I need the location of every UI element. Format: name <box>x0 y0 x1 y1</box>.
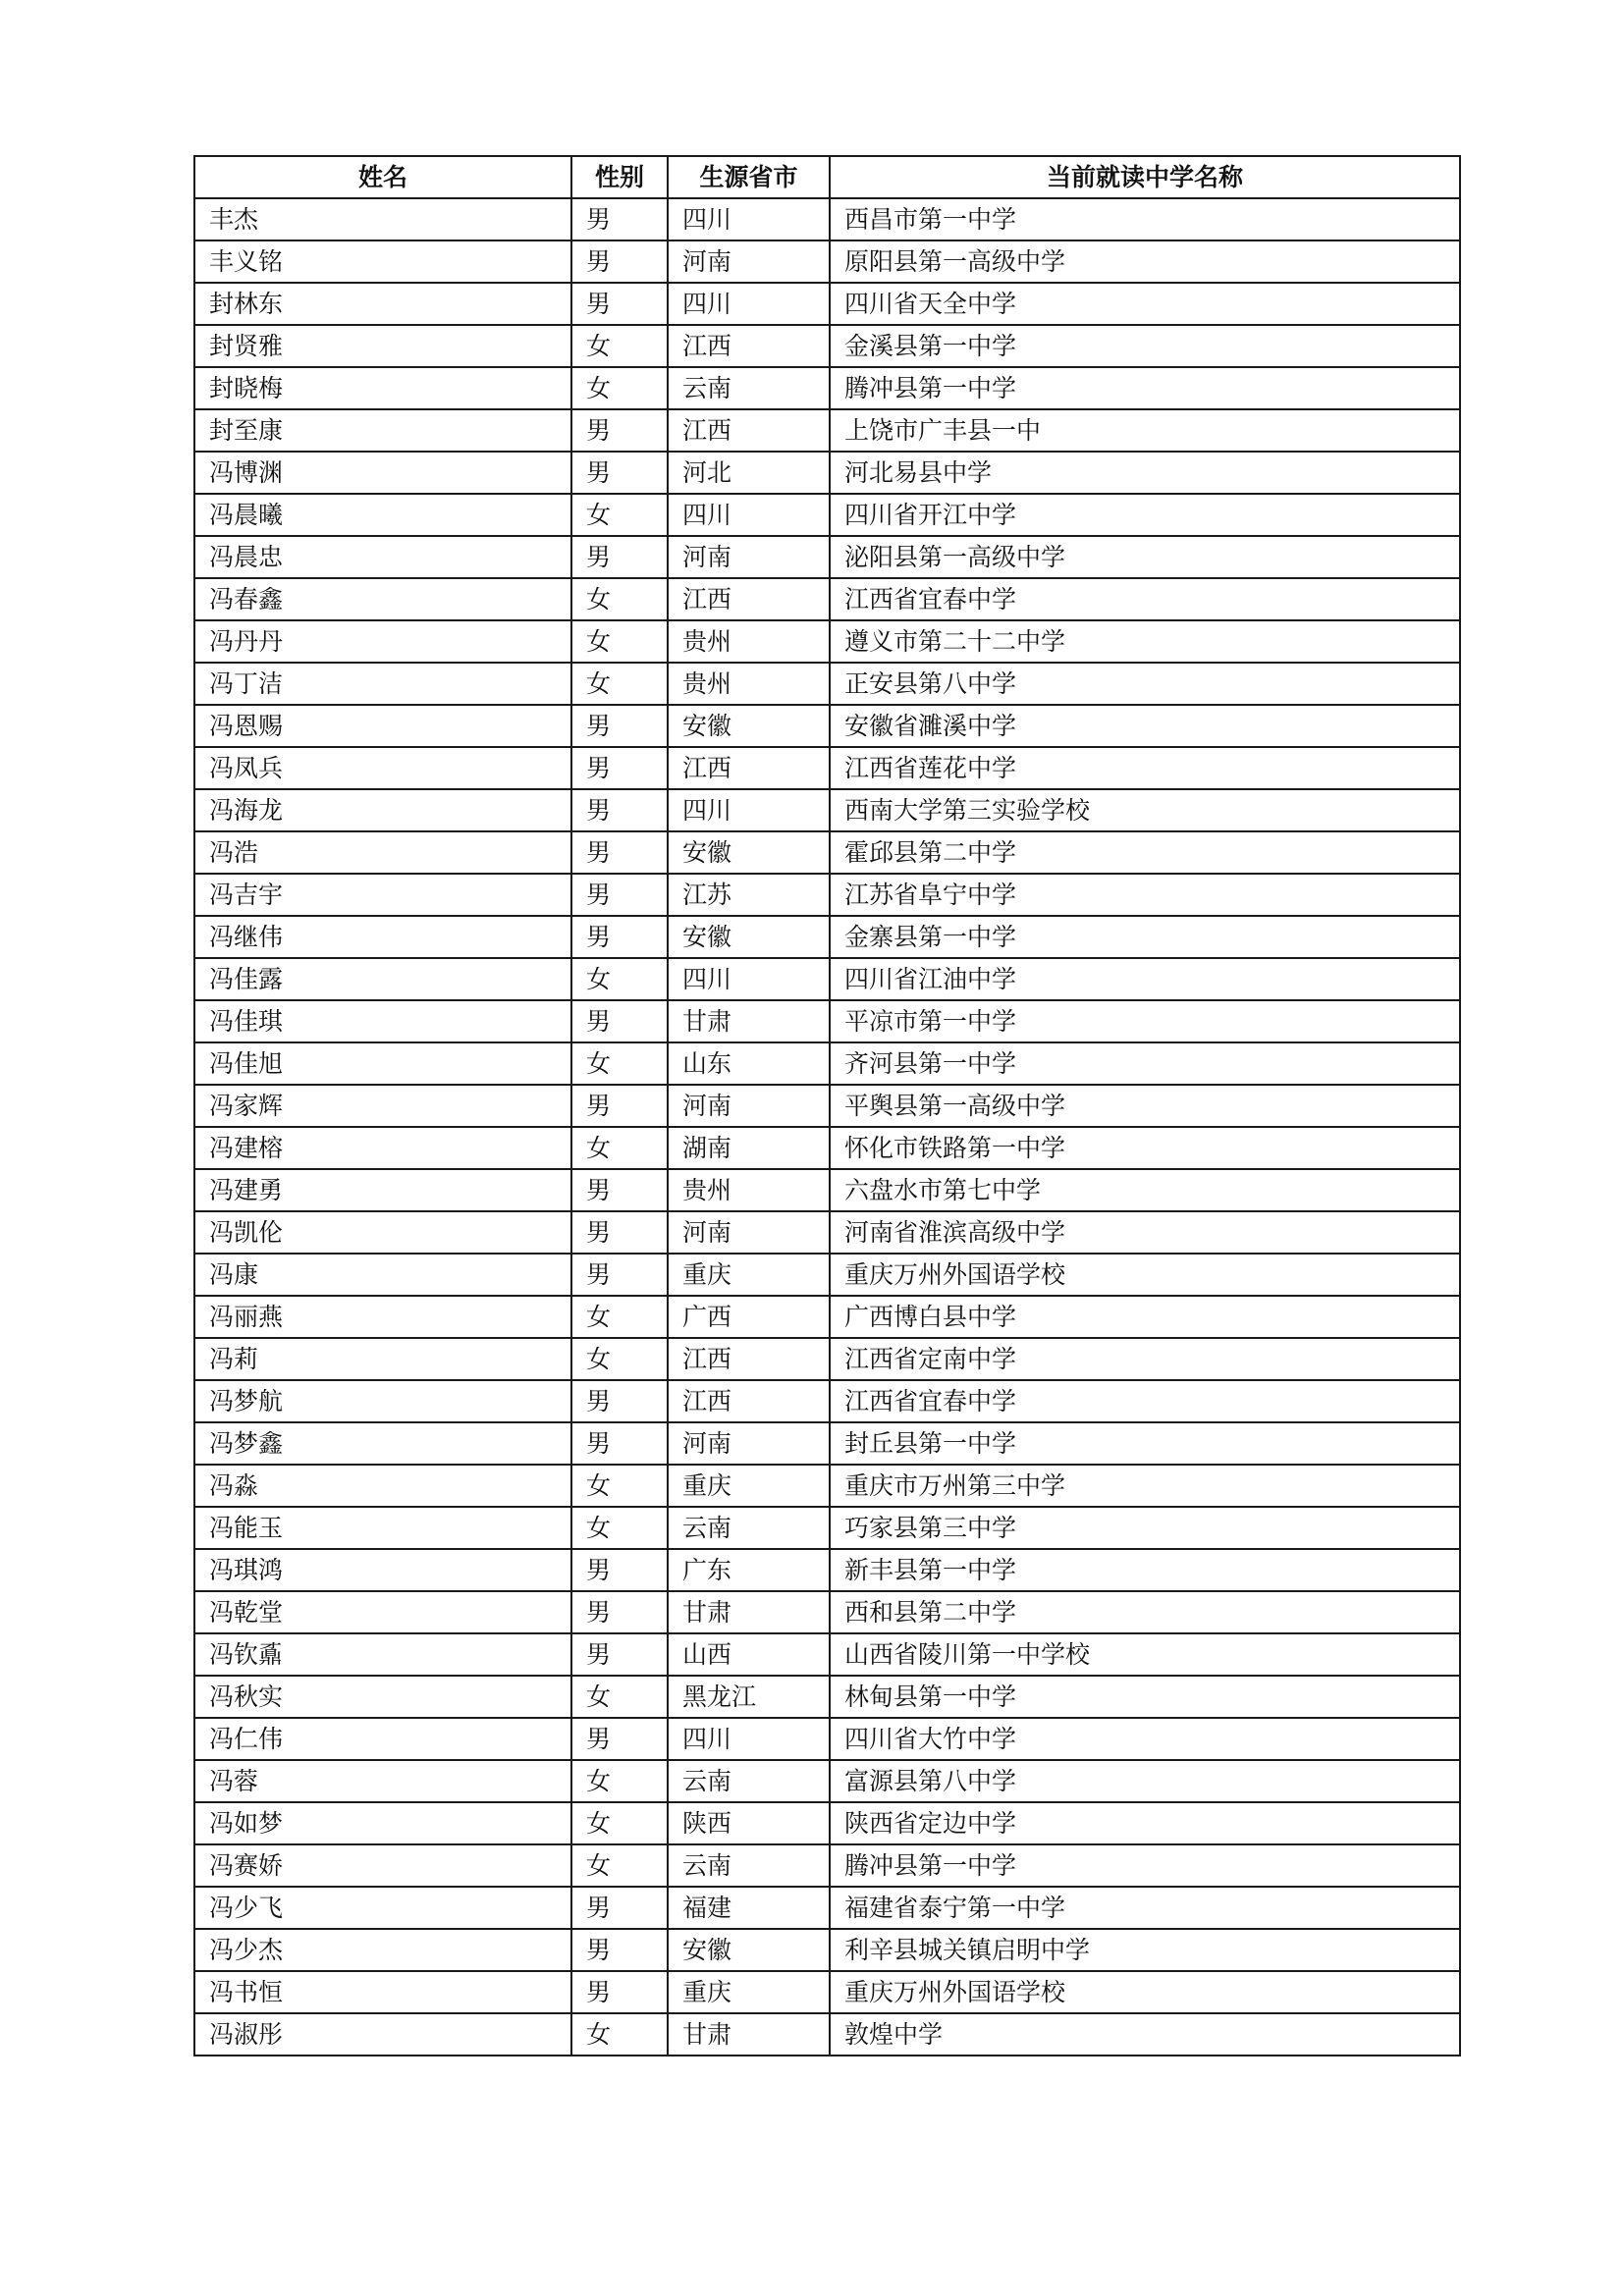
cell-name: 冯仁伟 <box>194 1718 571 1760</box>
cell-province: 河南 <box>668 1422 830 1465</box>
table-row <box>194 1802 1460 1844</box>
cell-gender: 女 <box>571 620 668 663</box>
header-row <box>194 156 1460 198</box>
table-row <box>194 1549 1460 1591</box>
cell-province: 重庆 <box>668 1465 830 1507</box>
cell-school: 陕西省定边中学 <box>830 1802 1460 1844</box>
cell-name: 冯蓉 <box>194 1760 571 1802</box>
cell-gender: 女 <box>571 958 668 1000</box>
cell-province: 福建 <box>668 1887 830 1929</box>
cell-school: 重庆市万州第三中学 <box>830 1465 1460 1507</box>
cell-province: 江西 <box>668 578 830 620</box>
cell-province: 山东 <box>668 1042 830 1085</box>
cell-name: 封贤雅 <box>194 325 571 367</box>
cell-gender: 男 <box>571 283 668 325</box>
cell-gender: 女 <box>571 1127 668 1169</box>
cell-province: 安徽 <box>668 831 830 874</box>
cell-school: 江西省莲花中学 <box>830 747 1460 789</box>
cell-school: 重庆万州外国语学校 <box>830 1254 1460 1296</box>
cell-name: 冯继伟 <box>194 916 571 958</box>
cell-name: 冯如梦 <box>194 1802 571 1844</box>
cell-gender: 男 <box>571 916 668 958</box>
cell-school: 齐河县第一中学 <box>830 1042 1460 1085</box>
table-row <box>194 494 1460 536</box>
cell-province: 江苏 <box>668 874 830 916</box>
cell-name: 冯少飞 <box>194 1887 571 1929</box>
cell-school: 西昌市第一中学 <box>830 198 1460 240</box>
cell-school: 四川省天全中学 <box>830 283 1460 325</box>
cell-province: 安徽 <box>668 916 830 958</box>
cell-gender: 男 <box>571 1633 668 1676</box>
cell-name: 封至康 <box>194 409 571 452</box>
table-row <box>194 1000 1460 1042</box>
cell-name: 冯春鑫 <box>194 578 571 620</box>
cell-province: 江西 <box>668 747 830 789</box>
cell-school: 四川省江油中学 <box>830 958 1460 1000</box>
cell-gender: 男 <box>571 1254 668 1296</box>
table-row <box>194 367 1460 409</box>
cell-name: 冯浩 <box>194 831 571 874</box>
cell-school: 河南省淮滨高级中学 <box>830 1211 1460 1254</box>
cell-name: 冯家辉 <box>194 1085 571 1127</box>
cell-name: 冯佳露 <box>194 958 571 1000</box>
cell-province: 云南 <box>668 1507 830 1549</box>
cell-school: 西南大学第三实验学校 <box>830 789 1460 831</box>
cell-school: 平凉市第一中学 <box>830 1000 1460 1042</box>
header-province: 生源省市 <box>668 156 830 198</box>
cell-school: 安徽省濉溪中学 <box>830 705 1460 747</box>
cell-province: 河南 <box>668 1211 830 1254</box>
cell-name: 冯吉宇 <box>194 874 571 916</box>
cell-province: 河北 <box>668 452 830 494</box>
cell-province: 山西 <box>668 1633 830 1676</box>
cell-province: 四川 <box>668 494 830 536</box>
table-row <box>194 1085 1460 1127</box>
header-gender: 性别 <box>571 156 668 198</box>
table-row <box>194 1127 1460 1169</box>
cell-gender: 男 <box>571 1000 668 1042</box>
cell-name: 冯秋实 <box>194 1676 571 1718</box>
table-row <box>194 1718 1460 1760</box>
cell-province: 江西 <box>668 1380 830 1422</box>
table-row <box>194 705 1460 747</box>
cell-gender: 女 <box>571 1296 668 1338</box>
cell-province: 四川 <box>668 1718 830 1760</box>
cell-school: 西和县第二中学 <box>830 1591 1460 1633</box>
cell-province: 河南 <box>668 536 830 578</box>
cell-province: 贵州 <box>668 663 830 705</box>
table-row <box>194 916 1460 958</box>
cell-gender: 女 <box>571 663 668 705</box>
table-row <box>194 831 1460 874</box>
cell-name: 冯书恒 <box>194 1971 571 2013</box>
cell-name: 冯能玉 <box>194 1507 571 1549</box>
table-row <box>194 747 1460 789</box>
cell-province: 广东 <box>668 1549 830 1591</box>
cell-gender: 男 <box>571 1380 668 1422</box>
table-row <box>194 1633 1460 1676</box>
cell-school: 利辛县城关镇启明中学 <box>830 1929 1460 1971</box>
cell-school: 封丘县第一中学 <box>830 1422 1460 1465</box>
cell-gender: 男 <box>571 536 668 578</box>
table-row <box>194 283 1460 325</box>
cell-province: 四川 <box>668 958 830 1000</box>
cell-school: 怀化市铁路第一中学 <box>830 1127 1460 1169</box>
cell-province: 重庆 <box>668 1971 830 2013</box>
cell-gender: 男 <box>571 1718 668 1760</box>
cell-gender: 女 <box>571 1338 668 1380</box>
table-row <box>194 198 1460 240</box>
table-row <box>194 789 1460 831</box>
cell-province: 贵州 <box>668 620 830 663</box>
cell-school: 林甸县第一中学 <box>830 1676 1460 1718</box>
table-row <box>194 1971 1460 2013</box>
cell-gender: 男 <box>571 747 668 789</box>
cell-gender: 女 <box>571 1802 668 1844</box>
cell-name: 冯乾堂 <box>194 1591 571 1633</box>
cell-school: 山西省陵川第一中学校 <box>830 1633 1460 1676</box>
cell-gender: 男 <box>571 705 668 747</box>
cell-name: 冯晨忠 <box>194 536 571 578</box>
cell-province: 云南 <box>668 367 830 409</box>
cell-province: 河南 <box>668 240 830 283</box>
student-roster-table <box>193 155 1461 2056</box>
cell-gender: 男 <box>571 198 668 240</box>
cell-school: 江西省宜春中学 <box>830 1380 1460 1422</box>
cell-gender: 女 <box>571 2013 668 2056</box>
cell-province: 重庆 <box>668 1254 830 1296</box>
cell-school: 原阳县第一高级中学 <box>830 240 1460 283</box>
table-row <box>194 1338 1460 1380</box>
cell-name: 冯赛娇 <box>194 1844 571 1887</box>
cell-name: 冯佳旭 <box>194 1042 571 1085</box>
cell-gender: 男 <box>571 1549 668 1591</box>
cell-gender: 男 <box>571 1887 668 1929</box>
cell-gender: 女 <box>571 578 668 620</box>
cell-gender: 女 <box>571 494 668 536</box>
cell-name: 冯丽燕 <box>194 1296 571 1338</box>
cell-province: 云南 <box>668 1844 830 1887</box>
cell-gender: 女 <box>571 1760 668 1802</box>
cell-name: 冯丹丹 <box>194 620 571 663</box>
cell-name: 冯佳琪 <box>194 1000 571 1042</box>
cell-gender: 男 <box>571 409 668 452</box>
cell-province: 安徽 <box>668 705 830 747</box>
table-row <box>194 620 1460 663</box>
table-row <box>194 1507 1460 1549</box>
cell-province: 甘肃 <box>668 1591 830 1633</box>
cell-school: 福建省泰宁第一中学 <box>830 1887 1460 1929</box>
table-row <box>194 452 1460 494</box>
cell-name: 冯淑彤 <box>194 2013 571 2056</box>
table-row <box>194 1844 1460 1887</box>
cell-name: 冯晨曦 <box>194 494 571 536</box>
cell-gender: 女 <box>571 367 668 409</box>
cell-name: 冯博渊 <box>194 452 571 494</box>
table-body <box>194 198 1460 2056</box>
cell-gender: 男 <box>571 1591 668 1633</box>
table-row <box>194 1465 1460 1507</box>
cell-province: 广西 <box>668 1296 830 1338</box>
header-school: 当前就读中学名称 <box>830 156 1460 198</box>
cell-school: 广西博白县中学 <box>830 1296 1460 1338</box>
table-row <box>194 663 1460 705</box>
cell-school: 金寨县第一中学 <box>830 916 1460 958</box>
cell-gender: 男 <box>571 1211 668 1254</box>
cell-gender: 女 <box>571 325 668 367</box>
cell-province: 甘肃 <box>668 2013 830 2056</box>
cell-school: 富源县第八中学 <box>830 1760 1460 1802</box>
table-row <box>194 1591 1460 1633</box>
cell-name: 冯梦鑫 <box>194 1422 571 1465</box>
cell-gender: 女 <box>571 1676 668 1718</box>
cell-province: 四川 <box>668 789 830 831</box>
cell-school: 四川省大竹中学 <box>830 1718 1460 1760</box>
cell-gender: 男 <box>571 1169 668 1211</box>
cell-school: 巧家县第三中学 <box>830 1507 1460 1549</box>
table-row <box>194 1042 1460 1085</box>
cell-name: 冯凯伦 <box>194 1211 571 1254</box>
cell-gender: 男 <box>571 831 668 874</box>
cell-school: 重庆万州外国语学校 <box>830 1971 1460 2013</box>
cell-province: 四川 <box>668 283 830 325</box>
table-row <box>194 1929 1460 1971</box>
cell-name: 冯钦鼒 <box>194 1633 571 1676</box>
cell-name: 冯建勇 <box>194 1169 571 1211</box>
table-row <box>194 1760 1460 1802</box>
cell-gender: 男 <box>571 874 668 916</box>
table-row <box>194 1211 1460 1254</box>
cell-gender: 男 <box>571 1971 668 2013</box>
cell-name: 冯恩赐 <box>194 705 571 747</box>
cell-name: 封林东 <box>194 283 571 325</box>
cell-province: 云南 <box>668 1760 830 1802</box>
table-row <box>194 874 1460 916</box>
cell-province: 湖南 <box>668 1127 830 1169</box>
cell-school: 河北易县中学 <box>830 452 1460 494</box>
table-row <box>194 958 1460 1000</box>
table-row <box>194 1676 1460 1718</box>
cell-province: 陕西 <box>668 1802 830 1844</box>
cell-province: 安徽 <box>668 1929 830 1971</box>
table-row <box>194 2013 1460 2056</box>
table-row <box>194 409 1460 452</box>
cell-province: 江西 <box>668 1338 830 1380</box>
cell-school: 六盘水市第七中学 <box>830 1169 1460 1211</box>
cell-gender: 男 <box>571 452 668 494</box>
cell-name: 冯淼 <box>194 1465 571 1507</box>
cell-gender: 女 <box>571 1042 668 1085</box>
cell-name: 冯凤兵 <box>194 747 571 789</box>
cell-school: 四川省开江中学 <box>830 494 1460 536</box>
cell-name: 冯海龙 <box>194 789 571 831</box>
cell-school: 腾冲县第一中学 <box>830 1844 1460 1887</box>
cell-gender: 男 <box>571 1422 668 1465</box>
header-name: 姓名 <box>194 156 571 198</box>
cell-gender: 女 <box>571 1507 668 1549</box>
table-row <box>194 1169 1460 1211</box>
cell-school: 平舆县第一高级中学 <box>830 1085 1460 1127</box>
cell-school: 正安县第八中学 <box>830 663 1460 705</box>
cell-school: 金溪县第一中学 <box>830 325 1460 367</box>
cell-gender: 女 <box>571 1844 668 1887</box>
cell-province: 河南 <box>668 1085 830 1127</box>
table-row <box>194 1887 1460 1929</box>
table-row <box>194 536 1460 578</box>
cell-school: 腾冲县第一中学 <box>830 367 1460 409</box>
cell-name: 冯建榕 <box>194 1127 571 1169</box>
cell-school: 江西省宜春中学 <box>830 578 1460 620</box>
table-row <box>194 325 1460 367</box>
table-row <box>194 578 1460 620</box>
cell-school: 江西省定南中学 <box>830 1338 1460 1380</box>
cell-province: 贵州 <box>668 1169 830 1211</box>
cell-school: 霍邱县第二中学 <box>830 831 1460 874</box>
cell-name: 冯莉 <box>194 1338 571 1380</box>
cell-gender: 男 <box>571 1929 668 1971</box>
cell-name: 丰义铭 <box>194 240 571 283</box>
cell-name: 冯梦航 <box>194 1380 571 1422</box>
cell-province: 甘肃 <box>668 1000 830 1042</box>
cell-school: 江苏省阜宁中学 <box>830 874 1460 916</box>
cell-province: 江西 <box>668 409 830 452</box>
cell-province: 黑龙江 <box>668 1676 830 1718</box>
cell-name: 冯少杰 <box>194 1929 571 1971</box>
table-row <box>194 1380 1460 1422</box>
cell-gender: 女 <box>571 1465 668 1507</box>
cell-gender: 男 <box>571 240 668 283</box>
cell-name: 封晓梅 <box>194 367 571 409</box>
cell-name: 冯康 <box>194 1254 571 1296</box>
table-row <box>194 240 1460 283</box>
table-row <box>194 1296 1460 1338</box>
cell-school: 泌阳县第一高级中学 <box>830 536 1460 578</box>
cell-province: 江西 <box>668 325 830 367</box>
cell-gender: 男 <box>571 1085 668 1127</box>
cell-name: 丰杰 <box>194 198 571 240</box>
cell-gender: 男 <box>571 789 668 831</box>
cell-school: 新丰县第一中学 <box>830 1549 1460 1591</box>
cell-school: 上饶市广丰县一中 <box>830 409 1460 452</box>
cell-name: 冯琪鸿 <box>194 1549 571 1591</box>
cell-school: 敦煌中学 <box>830 2013 1460 2056</box>
cell-province: 四川 <box>668 198 830 240</box>
table-row <box>194 1422 1460 1465</box>
table-row <box>194 1254 1460 1296</box>
cell-name: 冯丁洁 <box>194 663 571 705</box>
cell-school: 遵义市第二十二中学 <box>830 620 1460 663</box>
